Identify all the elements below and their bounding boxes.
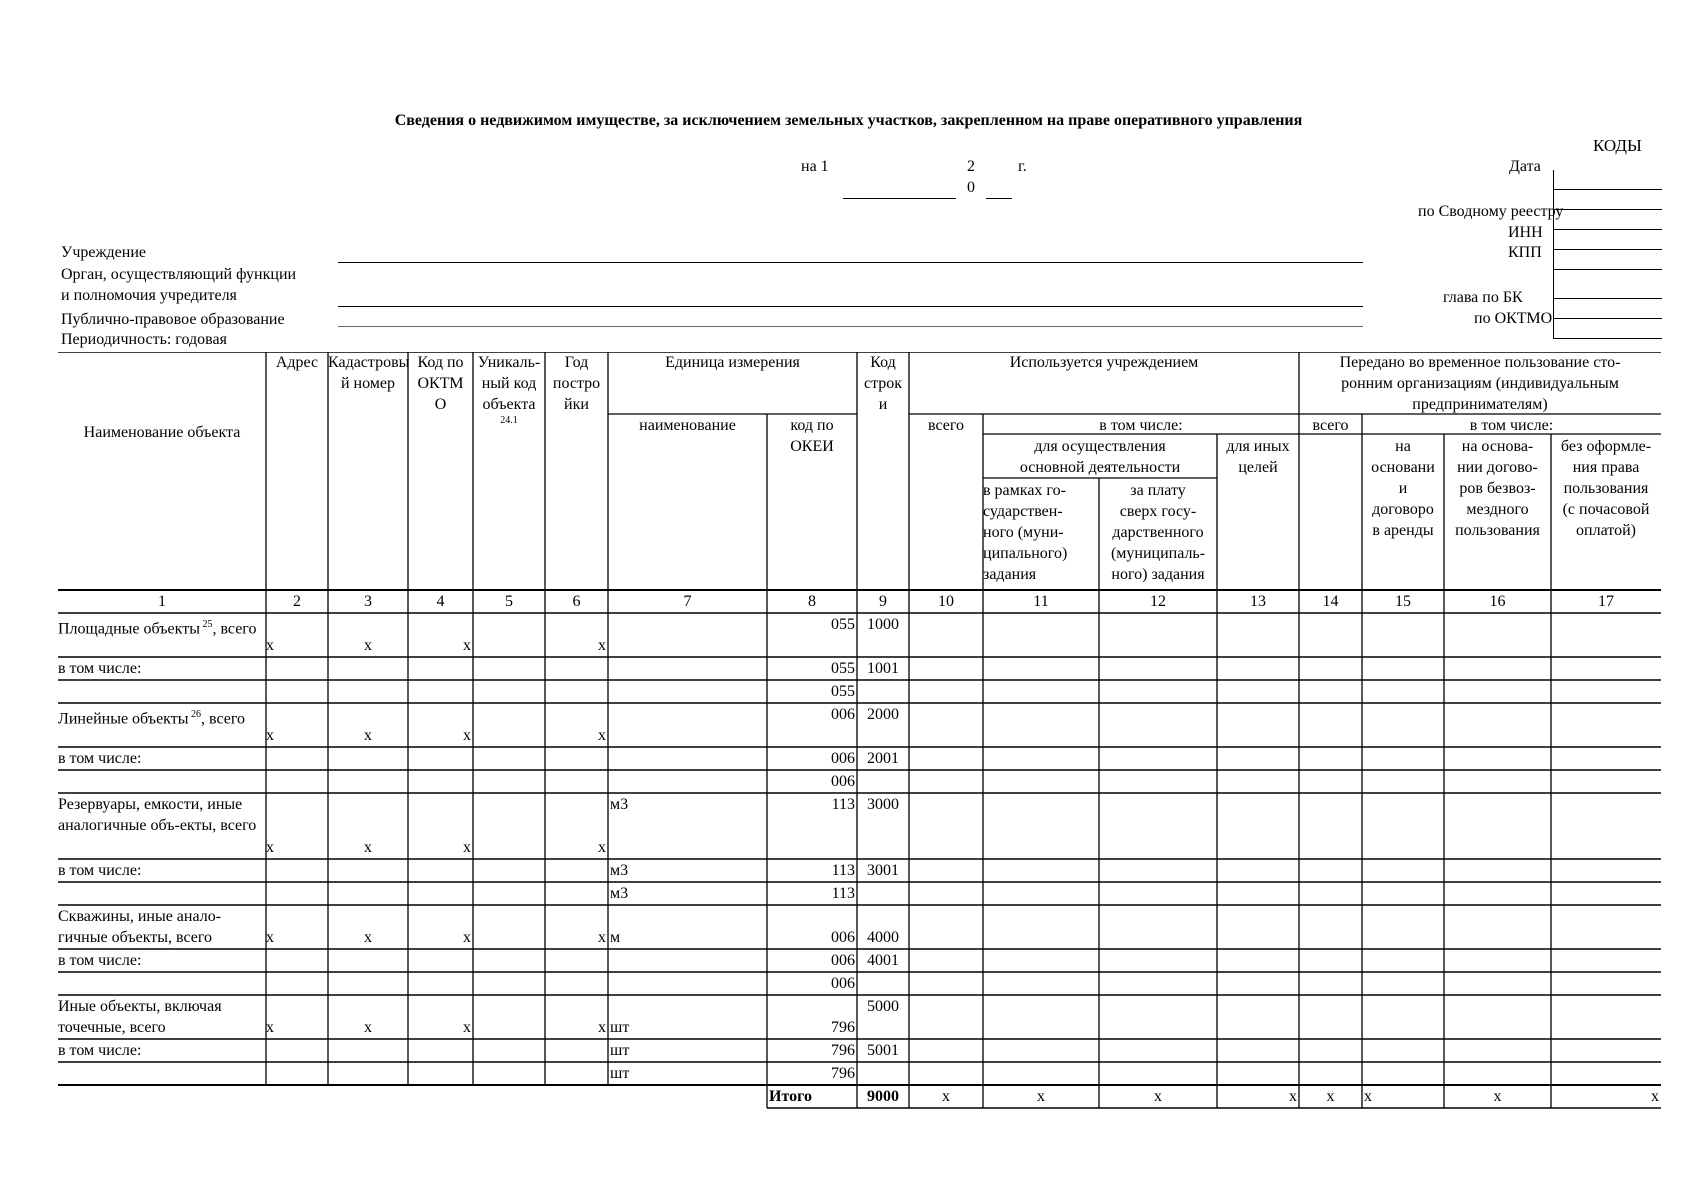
value-cell-col17[interactable] — [1551, 995, 1661, 1039]
value-cell-col14[interactable] — [1299, 905, 1362, 949]
periodichnost-label: Периодичность: годовая — [61, 331, 227, 348]
date-day-line — [843, 198, 956, 199]
value-cell-col16[interactable] — [1444, 995, 1551, 1039]
row-code: 5001 — [867, 1042, 899, 1059]
value-cell-col17[interactable] — [1551, 859, 1661, 882]
row-name — [58, 658, 262, 681]
header-used-vtch: в том числе: — [1099, 417, 1183, 434]
x-mark-kadastr: x — [364, 727, 372, 744]
total-x-mark-col15: x — [1364, 1088, 1372, 1105]
value-cell-col16[interactable] — [1444, 657, 1551, 680]
value-cell-col11[interactable] — [983, 949, 1099, 972]
code-gap-cell — [1554, 270, 1662, 299]
header-kod-str: Код строк и — [863, 354, 903, 413]
row-name — [58, 883, 262, 906]
value-cell-col15[interactable] — [1362, 949, 1444, 972]
header-peredano: Передано во временное пользование сто- ронним организациям (индивидуальным предпринимателям) — [1339, 354, 1621, 413]
header-used-osn: для осуществления основной деятельности — [1019, 438, 1181, 476]
value-cell-col15[interactable] — [1362, 972, 1444, 995]
value-cell-col11[interactable] — [983, 657, 1099, 680]
row-name — [58, 906, 262, 950]
row-code: 3000 — [867, 796, 899, 813]
header-per-vsego: всего — [1312, 417, 1349, 434]
code-glava-cell[interactable] — [1554, 299, 1662, 319]
unit-name: м3 — [610, 796, 629, 813]
value-cell-col10[interactable] — [909, 949, 983, 972]
okei-code: 006 — [831, 929, 855, 946]
unit-name: шт — [610, 1042, 630, 1059]
header-per-arenda: на основани и договоро в аренды — [1371, 438, 1435, 539]
x-mark-adres: x — [266, 1019, 274, 1036]
row-name — [58, 973, 262, 996]
okei-code: 113 — [831, 796, 855, 813]
value-cell-col15[interactable] — [1362, 859, 1444, 882]
value-cell-col14[interactable] — [1299, 657, 1362, 680]
value-cell-col17[interactable] — [1551, 1062, 1661, 1085]
column-number-9: 9 — [879, 593, 887, 610]
value-cell-col15[interactable] — [1362, 703, 1444, 747]
okei-code: 796 — [831, 1065, 855, 1082]
uchrezhdenie-line[interactable] — [338, 262, 1363, 263]
value-cell-col12[interactable] — [1099, 995, 1217, 1039]
column-number-4: 4 — [436, 593, 445, 610]
value-cell-col10[interactable] — [909, 905, 983, 949]
x-mark-kadastr: x — [364, 929, 372, 946]
row-name-footnote: 25 — [199, 619, 213, 630]
value-cell-col10[interactable] — [909, 613, 983, 657]
x-mark-kadastr: x — [364, 637, 372, 654]
okei-code: 055 — [831, 683, 855, 700]
column-number-2: 2 — [293, 593, 301, 610]
row-name — [58, 748, 262, 771]
header-used-plata: за плату сверх госу- дарственного (муниципаль- ного) задания — [1110, 482, 1206, 583]
organ-label-line2: и полномочия учредителя — [61, 287, 237, 304]
value-cell-col14[interactable] — [1299, 747, 1362, 770]
row-name — [58, 704, 262, 748]
value-cell-col11[interactable] — [983, 680, 1099, 703]
unit-name: м — [610, 929, 621, 946]
header-per-vtch: в том числе: — [1469, 417, 1554, 434]
x-mark-adres: x — [266, 929, 274, 946]
x-mark-adres: x — [266, 727, 274, 744]
column-number-7: 7 — [683, 593, 692, 610]
value-cell-col14[interactable] — [1299, 793, 1362, 859]
total-x-mark-col16: x — [1493, 1088, 1502, 1105]
value-cell-col13[interactable] — [1217, 882, 1299, 905]
value-cell-col16[interactable] — [1444, 859, 1551, 882]
header-god: Год постро йки — [552, 354, 601, 413]
value-cell-col11[interactable] — [983, 613, 1099, 657]
value-cell-col11[interactable] — [983, 1039, 1099, 1062]
column-number-3: 3 — [364, 593, 372, 610]
reestr-label: по Сводному реестру — [1418, 203, 1564, 220]
value-cell-col16[interactable] — [1444, 905, 1551, 949]
value-cell-col13[interactable] — [1217, 1062, 1299, 1085]
value-cell-col10[interactable] — [909, 1039, 983, 1062]
value-cell-col12[interactable] — [1099, 657, 1217, 680]
uchrezhdenie-label: Учреждение — [61, 244, 146, 261]
value-cell-col11[interactable] — [983, 972, 1099, 995]
row-code: 3001 — [867, 862, 899, 879]
total-x-mark-col13: x — [1289, 1088, 1297, 1105]
value-cell-col12[interactable] — [1099, 747, 1217, 770]
value-cell-col14[interactable] — [1299, 882, 1362, 905]
row-name — [58, 771, 262, 794]
ppo-line[interactable] — [338, 326, 1363, 327]
x-mark-oktmo: x — [463, 839, 471, 856]
row-name-suffix: , всего — [212, 620, 257, 638]
value-cell-col13[interactable] — [1217, 995, 1299, 1039]
code-date-cell[interactable] — [1554, 170, 1662, 190]
header-ed: Единица измерения — [665, 354, 800, 371]
okei-code: 006 — [831, 952, 855, 969]
row-code: 2001 — [867, 750, 899, 767]
row-name-footnote: 26 — [188, 709, 201, 720]
value-cell-col12[interactable] — [1099, 680, 1217, 703]
x-mark-oktmo: x — [463, 929, 471, 946]
value-cell-col16[interactable] — [1444, 770, 1551, 793]
total-x-mark-col10: x — [942, 1088, 950, 1105]
header-name: Наименование объекта — [83, 424, 241, 441]
value-cell-col10[interactable] — [909, 882, 983, 905]
code-reestr-cell[interactable] — [1554, 190, 1662, 210]
value-cell-col13[interactable] — [1217, 770, 1299, 793]
value-cell-col17[interactable] — [1551, 770, 1661, 793]
x-mark-god: x — [598, 637, 606, 654]
value-cell-col13[interactable] — [1217, 972, 1299, 995]
value-cell-col10[interactable] — [909, 657, 983, 680]
value-cell-col17[interactable] — [1551, 905, 1661, 949]
value-cell-col10[interactable] — [909, 680, 983, 703]
x-mark-god: x — [598, 839, 606, 856]
date-suffix: г. — [1018, 158, 1027, 175]
value-cell-col17[interactable] — [1551, 1039, 1661, 1062]
column-number-17: 17 — [1598, 593, 1614, 610]
header-adres: Адрес — [275, 354, 319, 371]
value-cell-col16[interactable] — [1444, 793, 1551, 859]
value-cell-col12[interactable] — [1099, 859, 1217, 882]
value-cell-col11[interactable] — [983, 995, 1099, 1039]
value-cell-col10[interactable] — [909, 859, 983, 882]
value-cell-col10[interactable] — [909, 995, 983, 1039]
value-cell-col14[interactable] — [1299, 703, 1362, 747]
x-mark-oktmo: x — [463, 727, 471, 744]
value-cell-col11[interactable] — [983, 859, 1099, 882]
value-cell-col12[interactable] — [1099, 972, 1217, 995]
value-cell-col11[interactable] — [983, 793, 1099, 859]
value-cell-col10[interactable] — [909, 793, 983, 859]
organ-line[interactable] — [338, 306, 1363, 307]
codes-box — [1553, 170, 1662, 339]
value-cell-col15[interactable] — [1362, 680, 1444, 703]
header-used: Используется учреждением — [1009, 354, 1199, 371]
row-name — [58, 860, 262, 883]
value-cell-col11[interactable] — [983, 905, 1099, 949]
value-cell-col13[interactable] — [1217, 793, 1299, 859]
value-cell-col13[interactable] — [1217, 703, 1299, 747]
total-x-mark-col11: x — [1037, 1088, 1045, 1105]
value-cell-col15[interactable] — [1362, 1039, 1444, 1062]
value-cell-col12[interactable] — [1099, 882, 1217, 905]
value-cell-col16[interactable] — [1444, 949, 1551, 972]
column-number-12: 12 — [1150, 593, 1166, 610]
header-oktmo: Код по ОКТМ О — [417, 354, 464, 413]
header-ed-code: код по ОКЕИ — [790, 417, 834, 455]
column-number-13: 13 — [1250, 593, 1266, 610]
row-name-text: Площадные объекты — [58, 620, 200, 638]
value-cell-col13[interactable] — [1217, 1039, 1299, 1062]
value-cell-col13[interactable] — [1217, 949, 1299, 972]
value-cell-col15[interactable] — [1362, 905, 1444, 949]
total-label: Итого — [769, 1088, 812, 1105]
code-kpp-cell[interactable] — [1554, 250, 1662, 270]
okei-code: 006 — [831, 773, 855, 790]
value-cell-col17[interactable] — [1551, 703, 1661, 747]
unit-name: шт — [610, 1065, 630, 1082]
row-name — [58, 794, 262, 860]
value-cell-col15[interactable] — [1362, 770, 1444, 793]
value-cell-col13[interactable] — [1217, 657, 1299, 680]
total-code: 9000 — [867, 1088, 899, 1105]
value-cell-col14[interactable] — [1299, 613, 1362, 657]
value-cell-col14[interactable] — [1299, 1039, 1362, 1062]
value-cell-col12[interactable] — [1099, 905, 1217, 949]
value-cell-col14[interactable] — [1299, 1062, 1362, 1085]
value-cell-col17[interactable] — [1551, 657, 1661, 680]
header-per-bezvozm: на основа- нии догово- ров безвоз- мездного пользования — [1455, 438, 1540, 539]
okei-code: 055 — [831, 660, 855, 677]
value-cell-col13[interactable] — [1217, 680, 1299, 703]
value-cell-col14[interactable] — [1299, 859, 1362, 882]
row-code: 5000 — [867, 998, 899, 1015]
value-cell-col12[interactable] — [1099, 613, 1217, 657]
header-used-inye: для иных целей — [1226, 438, 1290, 476]
x-mark-kadastr: x — [364, 1019, 372, 1036]
date-label: Дата — [1509, 158, 1541, 175]
value-cell-col10[interactable] — [909, 703, 983, 747]
x-mark-adres: x — [266, 839, 274, 856]
total-x-mark-col12: x — [1154, 1088, 1162, 1105]
row-code: 1000 — [867, 616, 899, 633]
row-name-text: Иные объекты, включая точечные, всего — [58, 998, 222, 1036]
row-name-text: в том числе: — [58, 862, 142, 879]
unit-name: м3 — [610, 862, 629, 879]
value-cell-col10[interactable] — [909, 972, 983, 995]
okei-code: 796 — [831, 1019, 855, 1036]
value-cell-col16[interactable] — [1444, 1062, 1551, 1085]
header-kadastr: Кадастровы й номер — [328, 354, 410, 392]
form-title: Сведения о недвижимом имуществе, за исключением земельных участков, закрепленном на праве оперативного управления — [394, 112, 1303, 129]
value-cell-col11[interactable] — [983, 747, 1099, 770]
okei-code: 006 — [831, 975, 855, 992]
value-cell-col16[interactable] — [1444, 680, 1551, 703]
value-cell-col11[interactable] — [983, 1062, 1099, 1085]
header-unik: Уникаль- ный код объекта — [477, 354, 541, 413]
value-cell-col12[interactable] — [1099, 770, 1217, 793]
value-cell-col13[interactable] — [1217, 859, 1299, 882]
value-cell-col12[interactable] — [1099, 793, 1217, 859]
row-name-text: Скважины, иные анало-гичные объекты, всего — [58, 908, 222, 946]
unit-name: шт — [610, 1019, 630, 1036]
value-cell-col17[interactable] — [1551, 747, 1661, 770]
x-mark-god: x — [598, 1019, 606, 1036]
organ-label-line1: Орган, осуществляющий функции — [61, 266, 297, 283]
x-mark-kadastr: x — [364, 839, 372, 856]
column-number-10: 10 — [938, 593, 954, 610]
property-table — [58, 352, 1661, 1112]
total-x-mark-col14: x — [1326, 1088, 1335, 1105]
row-name-text: в том числе: — [58, 952, 142, 969]
value-cell-col17[interactable] — [1551, 680, 1661, 703]
column-number-5: 5 — [505, 593, 513, 610]
value-cell-col13[interactable] — [1217, 613, 1299, 657]
value-cell-col13[interactable] — [1217, 905, 1299, 949]
row-name — [58, 1040, 262, 1063]
inn-label: ИНН — [1508, 224, 1543, 241]
column-number-6: 6 — [572, 593, 581, 610]
kpp-label: КПП — [1508, 244, 1542, 261]
okei-code: 113 — [831, 862, 855, 879]
code-reestr2-cell[interactable] — [1554, 210, 1662, 230]
value-cell-col15[interactable] — [1362, 1062, 1444, 1085]
value-cell-col12[interactable] — [1099, 949, 1217, 972]
row-name-text: Линейные объекты — [58, 710, 189, 728]
date-year-digit-0: 0 — [967, 179, 975, 196]
value-cell-col16[interactable] — [1444, 703, 1551, 747]
header-ed-name: наименование — [639, 417, 736, 434]
x-mark-oktmo: x — [463, 1019, 471, 1036]
value-cell-col10[interactable] — [909, 1062, 983, 1085]
value-cell-col11[interactable] — [983, 770, 1099, 793]
x-mark-oktmo: x — [463, 637, 471, 654]
value-cell-col16[interactable] — [1444, 882, 1551, 905]
column-number-8: 8 — [808, 593, 816, 610]
value-cell-col12[interactable] — [1099, 1039, 1217, 1062]
okei-code: 055 — [831, 616, 855, 633]
value-cell-col17[interactable] — [1551, 613, 1661, 657]
okei-code: 796 — [831, 1042, 855, 1059]
value-cell-col12[interactable] — [1099, 1062, 1217, 1085]
value-cell-col17[interactable] — [1551, 882, 1661, 905]
value-cell-col15[interactable] — [1362, 613, 1444, 657]
unit-name: м3 — [610, 885, 629, 902]
column-number-1: 1 — [158, 593, 166, 610]
value-cell-col14[interactable] — [1299, 972, 1362, 995]
value-cell-col11[interactable] — [983, 703, 1099, 747]
column-number-15: 15 — [1395, 593, 1411, 610]
ppo-label: Публично-правовое образование — [61, 311, 285, 328]
value-cell-col16[interactable] — [1444, 1039, 1551, 1062]
glava-label: глава по БК — [1443, 289, 1523, 306]
value-cell-col17[interactable] — [1551, 949, 1661, 972]
x-mark-god: x — [598, 929, 606, 946]
value-cell-col17[interactable] — [1551, 972, 1661, 995]
value-cell-col16[interactable] — [1444, 972, 1551, 995]
value-cell-col15[interactable] — [1362, 995, 1444, 1039]
value-cell-col10[interactable] — [909, 747, 983, 770]
row-name-text: в том числе: — [58, 750, 142, 767]
row-code: 1001 — [867, 660, 899, 677]
total-x-mark-col17: x — [1651, 1088, 1659, 1105]
value-cell-col10[interactable] — [909, 770, 983, 793]
row-code: 4001 — [867, 952, 899, 969]
value-cell-col16[interactable] — [1444, 613, 1551, 657]
x-mark-adres: x — [266, 637, 274, 654]
value-cell-col15[interactable] — [1362, 793, 1444, 859]
row-name-text: в том числе: — [58, 1042, 142, 1059]
row-name-suffix: , всего — [200, 710, 246, 728]
column-number-16: 16 — [1489, 593, 1506, 610]
date-prefix: на 1 — [801, 158, 829, 175]
value-cell-col15[interactable] — [1362, 747, 1444, 770]
row-name — [58, 996, 262, 1040]
value-cell-col11[interactable] — [983, 882, 1099, 905]
value-cell-col15[interactable] — [1362, 882, 1444, 905]
value-cell-col14[interactable] — [1299, 949, 1362, 972]
value-cell-col13[interactable] — [1217, 747, 1299, 770]
okei-code: 006 — [831, 706, 855, 723]
column-number-14: 14 — [1322, 593, 1339, 610]
date-year-digit-2: 2 — [967, 158, 975, 175]
value-cell-col14[interactable] — [1299, 995, 1362, 1039]
okei-code: 006 — [831, 750, 855, 767]
value-cell-col16[interactable] — [1444, 747, 1551, 770]
header-unik-sup: 24.1 — [500, 415, 518, 426]
code-inn-cell[interactable] — [1554, 230, 1662, 250]
row-name-text: Резервуары, емкости, иные аналогичные объ-екты, всего — [58, 796, 257, 834]
value-cell-col17[interactable] — [1551, 793, 1661, 859]
header-used-gos: в рамках го- сударствен- ного (муни- ципального) задания — [983, 482, 1068, 583]
oktmo-label: по ОКТМО — [1474, 310, 1553, 327]
okei-code: 113 — [831, 885, 855, 902]
header-per-bez-oform: без оформле- ния права пользования (с почасовой оплатой) — [1560, 438, 1652, 539]
header-used-vsego: всего — [927, 417, 965, 434]
row-name — [58, 614, 262, 658]
value-cell-col14[interactable] — [1299, 680, 1362, 703]
codes-label: КОДЫ — [1593, 136, 1642, 155]
code-oktmo-cell[interactable] — [1554, 319, 1662, 339]
column-number-11: 11 — [1033, 593, 1049, 610]
date-year-line — [986, 198, 1012, 199]
row-code: 4000 — [867, 929, 899, 946]
row-name — [58, 1063, 262, 1086]
x-mark-god: x — [598, 727, 606, 744]
row-name-text: в том числе: — [58, 660, 142, 677]
row-name — [58, 681, 262, 704]
value-cell-col15[interactable] — [1362, 657, 1444, 680]
row-name — [58, 950, 262, 973]
value-cell-col14[interactable] — [1299, 770, 1362, 793]
value-cell-col12[interactable] — [1099, 703, 1217, 747]
row-code: 2000 — [867, 706, 899, 723]
